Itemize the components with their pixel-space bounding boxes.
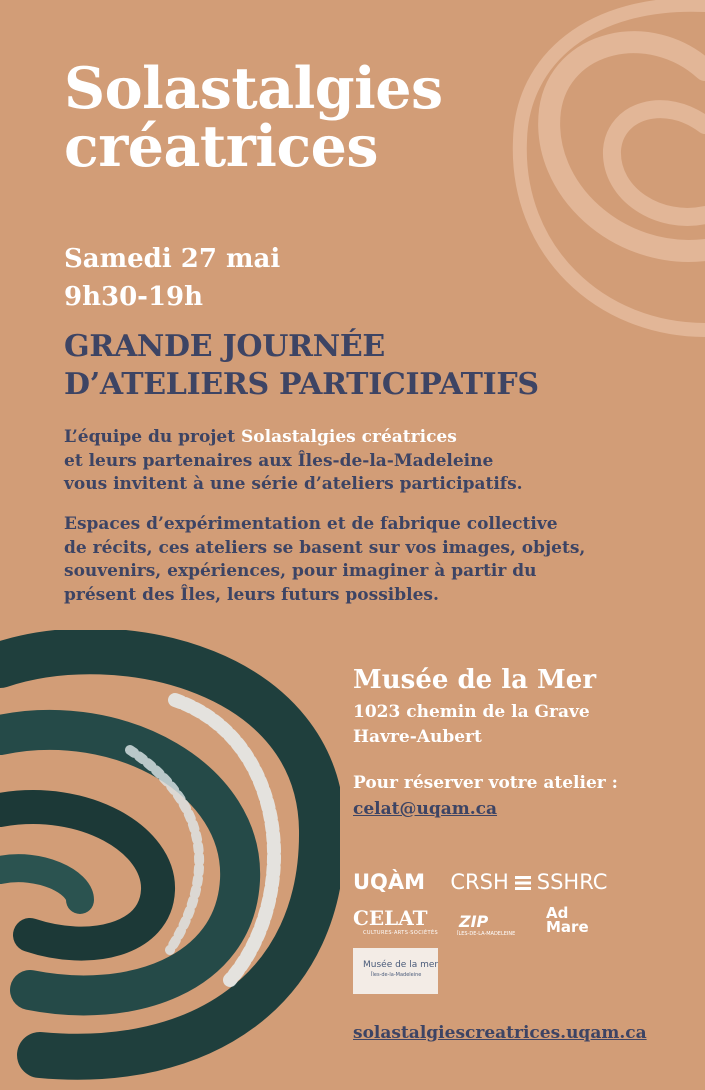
- description-paragraph: [64, 513, 585, 607]
- venue-name: Musée de la Mer: [353, 665, 597, 695]
- intro-line-2: et leurs partenaires aux Îles-de-la-Madeleine: [64, 450, 494, 471]
- intro-project-name: Solastalgies créatrices: [241, 427, 457, 447]
- crsh-logo: CRSH: [450, 870, 509, 894]
- reservation-email-link[interactable]: celat@uqam.ca: [353, 799, 498, 819]
- uqam-logo: UQÀM: [353, 870, 426, 894]
- title-line-1: Solastalgies: [64, 55, 443, 122]
- musee-logo-title: Musée de la mer: [363, 960, 439, 970]
- event-time: 9h30-19h: [64, 282, 204, 312]
- description-line-1: Espaces d’expérimentation et de fabrique collective: [64, 514, 558, 534]
- event-date: [64, 240, 280, 316]
- intro-line-1-prefix: L’équipe du projet: [64, 427, 242, 447]
- venue-street: 1023 chemin de la Grave: [353, 702, 590, 722]
- musee-de-la-mer-logo: [353, 948, 438, 994]
- crsh-sshrc-separator-icon: [515, 876, 531, 890]
- celat-logo-subtitle: CULTURES·ARTS·SOCIÉTÉS: [363, 930, 439, 936]
- admare-logo: Ad Mare: [546, 904, 589, 936]
- zip-logo-subtitle: ÎLES-DE-LA-MADELEINE: [457, 931, 516, 937]
- reservation-label: Pour réserver votre atelier :: [353, 773, 618, 793]
- venue-address: [353, 700, 590, 750]
- title-line-2: créatrices: [64, 113, 379, 180]
- zip-logo: ZIP: [459, 912, 489, 931]
- description-line-3: souvenirs, expériences, pour imaginer à partir du: [64, 561, 537, 581]
- sshrc-logo: SSHRC: [536, 870, 608, 894]
- musee-logo-subtitle: Îles-de-la-Madeleine: [371, 972, 422, 978]
- intro-line-3: vous invitent à une série d’ateliers participatifs.: [64, 474, 523, 494]
- description-line-4: présent des Îles, leurs futurs possibles.: [64, 584, 439, 605]
- venue-city: Havre-Aubert: [353, 727, 482, 747]
- funder-logos-row: [353, 870, 607, 894]
- event-headline: [64, 328, 539, 404]
- headline-line-1: GRANDE JOURNÉE: [64, 329, 385, 364]
- event-day: Samedi 27 mai: [64, 244, 281, 274]
- sea-spiral-image: [0, 630, 340, 1090]
- headline-line-2: D’ATELIERS PARTICIPATIFS: [64, 367, 539, 402]
- event-title: [64, 55, 443, 180]
- description-line-2: de récits, ces ateliers se basent sur vos images, objets,: [64, 537, 586, 558]
- celat-logo: CELAT: [353, 906, 428, 930]
- website-link[interactable]: solastalgiescreatrices.uqam.ca: [353, 1023, 647, 1043]
- intro-paragraph: [64, 426, 523, 497]
- partner-logos-row: [353, 906, 613, 940]
